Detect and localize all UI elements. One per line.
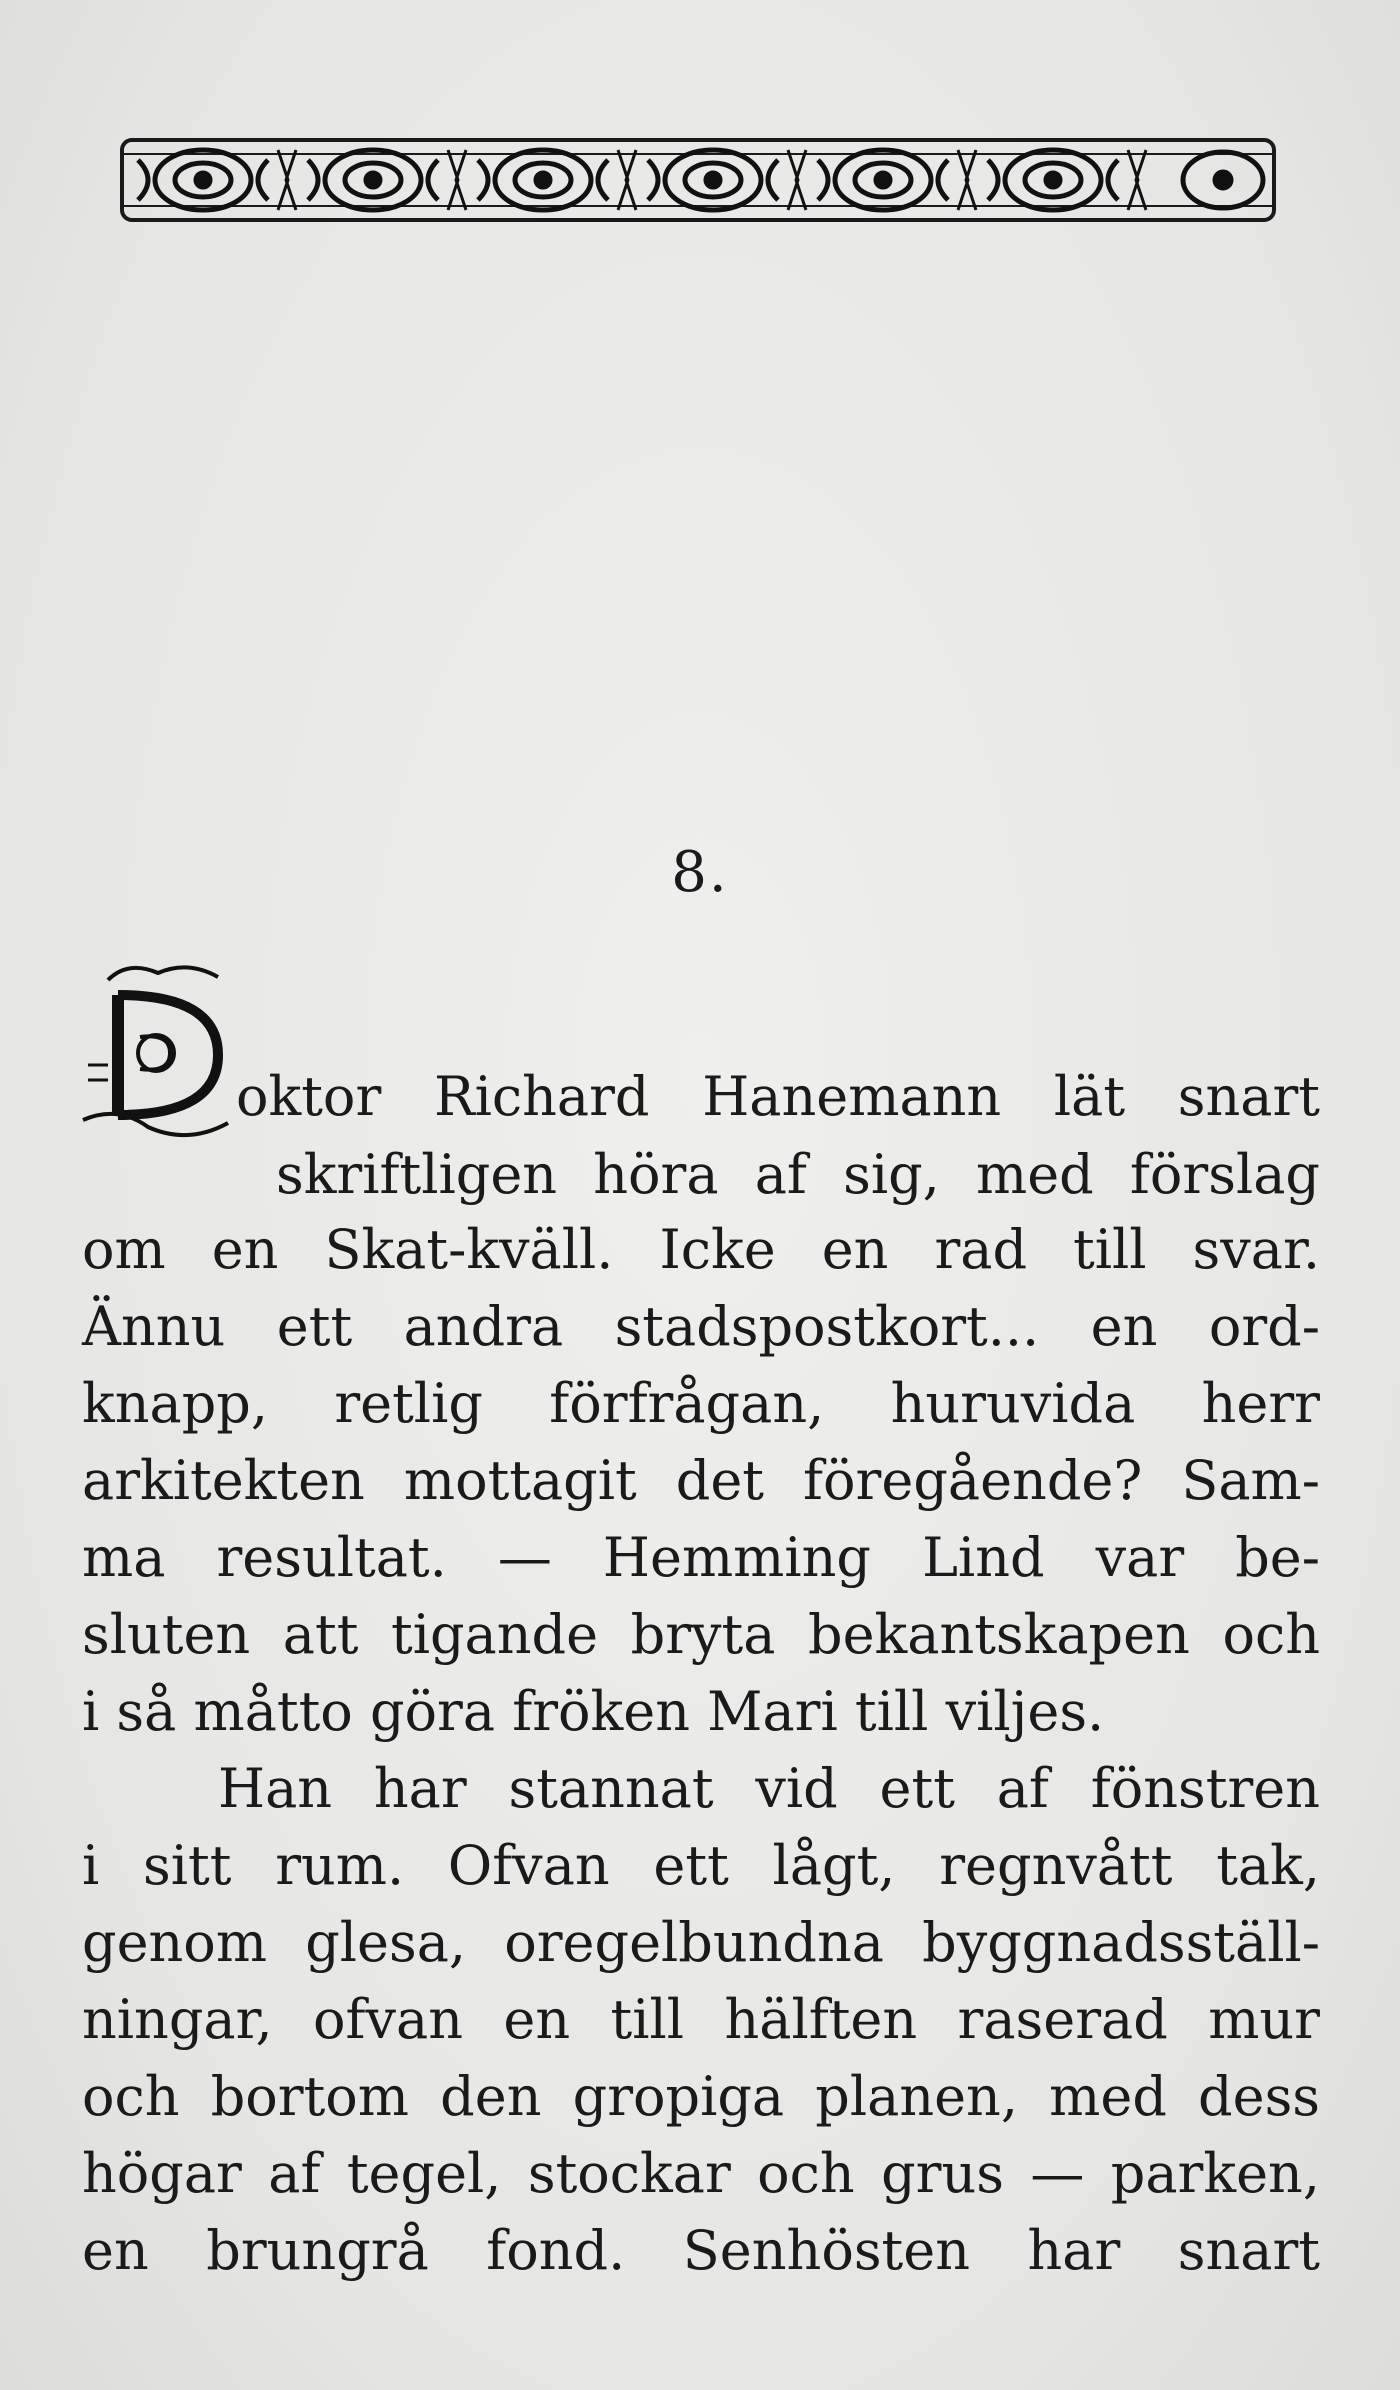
text-line: i så måtto göra fröken Mari till viljes.	[82, 1680, 1105, 1743]
text-line: Ännu ett andra stadspostkort... en ord-	[82, 1295, 1320, 1358]
text-line: oktor Richard Hanemann lät snart	[236, 1065, 1320, 1128]
text-line: genom glesa, oregelbundna byggnadsställ-	[82, 1911, 1320, 1974]
text-line: i sitt rum. Ofvan ett lågt, regnvått tak,	[82, 1834, 1320, 1897]
text-line: om en Skat-kväll. Icke en rad till svar.	[82, 1218, 1320, 1281]
text-line: ningar, ofvan en till hälften raserad mur	[82, 1988, 1320, 2051]
text-line: skriftligen höra af sig, med förslag	[276, 1143, 1320, 1206]
text-line: högar af tegel, stockar och grus — parken,	[82, 2142, 1320, 2205]
text-line: sluten att tigande bryta bekantskapen och	[82, 1603, 1320, 1666]
text-line: arkitekten mottagit det föregående? Sam-	[82, 1449, 1320, 1512]
text-line: och bortom den gropiga planen, med dess	[82, 2065, 1320, 2128]
decorative-header-ornament-icon	[118, 130, 1278, 230]
text-line: ma resultat. — Hemming Lind var be-	[82, 1526, 1320, 1589]
text-line: knapp, retlig förfrågan, huruvida herr	[82, 1372, 1320, 1435]
text-line: Han har stannat vid ett af fönstren	[218, 1757, 1320, 1820]
svg-text:D: D	[88, 1065, 89, 1066]
text-line: en brungrå fond. Senhösten har snart	[82, 2219, 1320, 2282]
chapter-number: 8.	[671, 840, 729, 905]
drop-cap-initial	[78, 955, 238, 1145]
